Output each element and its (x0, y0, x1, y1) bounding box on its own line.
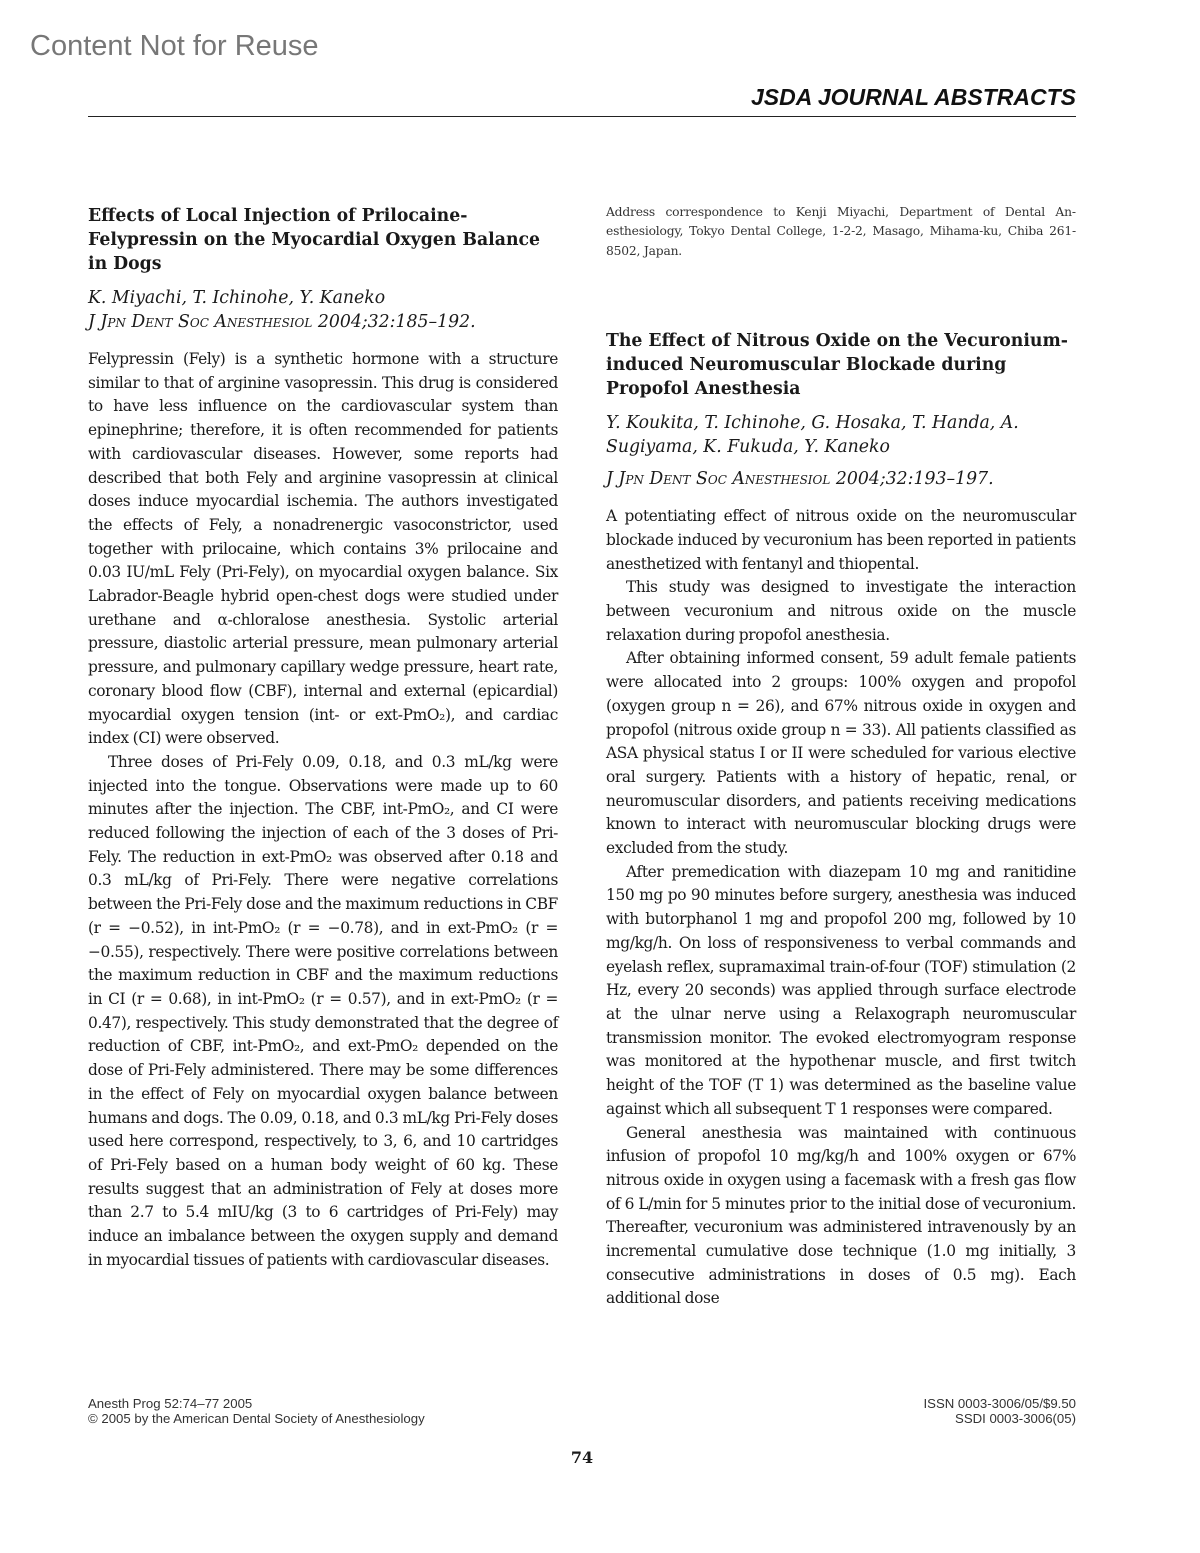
article-citation (88, 310, 558, 334)
abstract-paragraph: After premedication with diazepam 10 mg and ranitidine 150 mg po 90 minutes before surgery, anesthesia was induced with butorphanol 1 mg and propofol 200 mg, followed by 10 mg/kg/h. On loss of responsiveness to verbal commands and eyelash reflex, supramaximal train-of-four (TOF) stimulation (2 Hz, every 20 seconds) was applied through surface electrode at the ulnar nerve using a Relaxograph neuromuscular transmission monitor. The evoked electromyogram response was monitored at the hypothenar muscle, and first twitch height of the TOF (T 1) was determined as the baseline value against which all subsequent T 1 responses were compared. (606, 862, 1076, 1118)
abstract-paragraph: Felypressin (Fely) is a synthetic hormone with a structure similar to that of arginine vasopressin. This drug is considered to have less influence on the cardiovascular system than epinephrine; therefore, it is often recommended for patients with cardiovascular diseases. However, some reports had described that both Fely and arginine vasopressin at clinical doses induce myocardial ischemia. The authors investigated the effects of Fely, a nonadrenergic vasoconstrictor, used together with prilocaine, which contains 3% prilocaine and 0.03 IU/mL Fely (Pri-Fely), on myocardial oxygen balance. Six Labrador-Beagle hybrid open-chest dogs were studied under urethane and α-chloralose anesthesia. Systolic arterial pressure, diastolic arterial pressure, mean pulmonary arterial pressure, and pulmonary capillary wedge pressure, heart rate, coronary blood flow (CBF), internal and external (epicardial) myocardial oxygen tension (int- or ext-PmO₂), and cardiac index (CI) were observed. (88, 350, 558, 748)
footer-journal-issue: Anesth Prog 52:74–77 2005 (88, 1396, 253, 1411)
page-number: 74 (570, 1448, 594, 1467)
article-title: Effects of Local Injection of Prilocaine-Felypressin on the Myocardial Oxygen Balance in Dogs (88, 206, 541, 274)
article-authors: Y. Koukita, T. Ichinohe, G. Hosaka, T. Handa, A. Sugiyama, K. Fukuda, Y. Kaneko (606, 413, 1019, 458)
right-column (606, 203, 1076, 1311)
abstract-paragraph: This study was designed to investigate the interaction between vecuronium and nitrous oxide on the muscle relaxation during propofol anesthesia. (606, 578, 1076, 644)
journal-section-header: JSDA JOURNAL ABSTRACTS (750, 84, 1076, 110)
article-title: The Effect of Nitrous Oxide on the Vecuronium-induced Neuromuscular Blockade during Propofol Anesthesia (606, 331, 1068, 400)
article-citation (606, 467, 1076, 491)
watermark: Content Not for Reuse (30, 30, 319, 62)
footer-citation (88, 1396, 425, 1426)
abstract-paragraph: After obtaining informed consent, 59 adult female patients were allocated into 2 groups: 100% oxygen and propofol (oxygen group n = 26), and 67% nitrous oxide in oxygen and propofol (nitrous oxide group n = 33). All patients classified as ASA physical status I or II were scheduled for various elective oral surgery. Patients with a history of hepatic, renal, or neuromuscular disorders, and patients receiving medications known to interact with neuromuscular blocking drugs were excluded from the study. (606, 649, 1076, 858)
citation-volume-pages: 2004;32:185–192. (317, 312, 476, 332)
abstract-paragraph: Three doses of Pri-Fely 0.09, 0.18, and 0.3 mL/kg were injected into the tongue. Observations were made up to 60 minutes after the injection. The CBF, int-PmO₂, and CI were reduced following the injection of each of the 3 doses of Pri-Fely. The reduction in ext-PmO₂ was observed after 0.18 and 0.3 mL/kg of Pri-Fely. There were negative correlations between the Pri-Fely dose and the maximum reductions in CBF (r = −0.52), in int-PmO₂ (r = −0.78), and in ext-PmO₂ (r = −0.55), respectively. There were positive correlations between the maximum reduction in CBF and the maximum reductions in CI (r = 0.68), in int-PmO₂ (r = 0.57), and in ext-PmO₂ (r = 0.47), respectively. This study demonstrated that the degree of reduction of CBF, int-PmO₂, and ext-PmO₂ depended on the dose of Pri-Fely administered. There may be some differences in the effect of Fely on myocardial oxygen balance between humans and dogs. The 0.09, 0.18, and 0.3 mL/kg Pri-Fely doses used here correspond, respectively, to 3, 6, and 10 cartridges of Pri-Fely based on a human body weight of 60 kg. These results suggest that an administration of Fely at doses more than 2.7 to 5.4 mIU/kg (3 to 6 cartridges of Pri-Fely) may induce an imbalance between the oxygen supply and demand in myocardial tissues of patients with cardiovascular diseases. (88, 752, 558, 1269)
article-authors: K. Miyachi, T. Ichinohe, Y. Kaneko (88, 288, 386, 308)
left-column (88, 204, 558, 1272)
abstract-paragraph: General anesthesia was maintained with continuous infusion of propofol 10 mg/kg/h and 100% oxygen or 67% nitrous oxide in oxygen using a facemask with a fresh gas flow of 6 L/min for 5 minutes prior to the initial dose of vecuronium. Thereafter, vecuronium was administered intravenously by an incremental cumulative dose technique (1.0 mg initially, 3 consecutive administrations in doses of 0.5 mg). Each additional dose (606, 1123, 1076, 1308)
correspondence-address: Address correspondence to Kenji Miyachi, Department of Dental Anesthesiology, Tokyo Dental College, 1-2-2, Masago, Mihama-ku, Chiba 261-8502, Japan. (606, 205, 1076, 258)
citation-volume-pages: 2004;32:193–197. (835, 469, 994, 490)
header-divider (88, 116, 1076, 117)
journal-name: J Jpn Dent Soc Anesthesiol (606, 469, 831, 490)
abstract-paragraph: A potentiating effect of nitrous oxide on the neuromuscular blockade induced by vecuronium has been reported in patients anesthetized with fentanyl and thiopental. (606, 507, 1076, 573)
journal-name: J Jpn Dent Soc Anesthesiol (88, 312, 313, 332)
footer-issn-line: ISSN 0003-3006/05/$9.50 (923, 1396, 1076, 1411)
footer-issn (923, 1396, 1076, 1426)
footer-copyright: © 2005 by the American Dental Society of Anesthesiology (88, 1411, 425, 1426)
footer-ssdi-line: SSDI 0003-3006(05) (955, 1411, 1076, 1426)
